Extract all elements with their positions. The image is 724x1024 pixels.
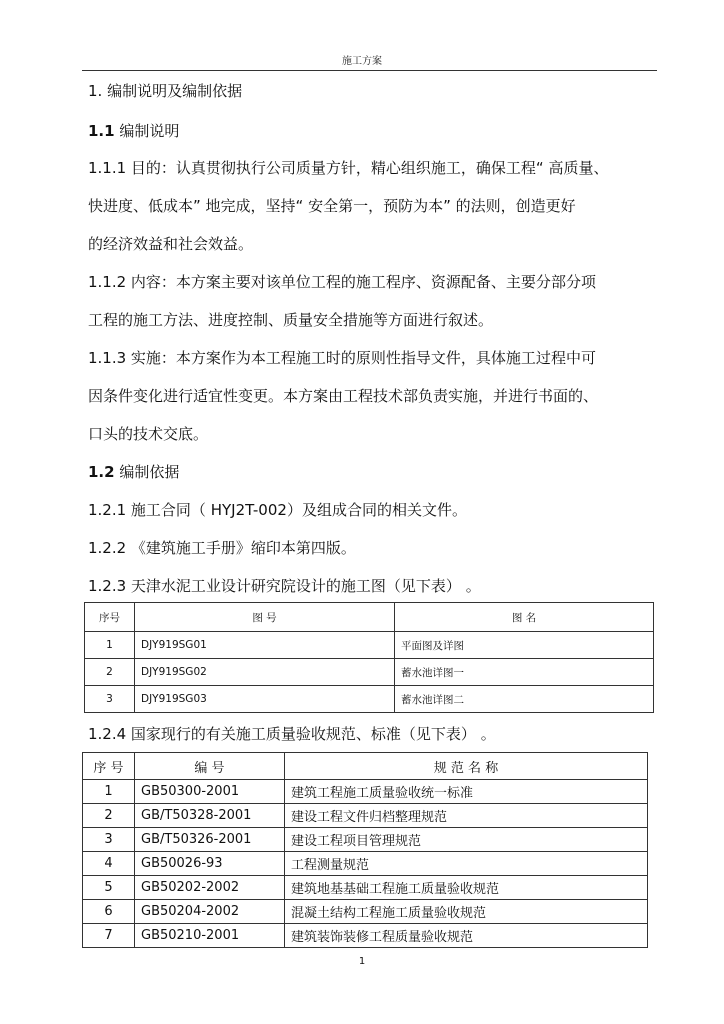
paragraph-1-1-2-line-2: 工程的施工方法、进度控制、质量安全措施等方面进行叙述。 xyxy=(88,311,494,329)
table-cell: 3 xyxy=(83,828,135,852)
table-cell: GB/T50326-2001 xyxy=(135,828,285,852)
page-header-title: 施工方案 xyxy=(342,56,382,67)
table-row xyxy=(83,804,648,828)
table-row xyxy=(85,659,654,686)
paragraph-1-1-3-line-3: 口头的技术交底。 xyxy=(88,425,209,443)
table-cell: 建设工程文件归档整理规范 xyxy=(285,804,648,828)
table-cell: 2 xyxy=(83,804,135,828)
table-cell: 蓄水池详图一 xyxy=(395,659,654,686)
header-divider xyxy=(82,70,657,71)
table-cell: DJY919SG03 xyxy=(135,686,395,713)
table-cell: GB50210-2001 xyxy=(135,924,285,948)
table-cell: GB50300-2001 xyxy=(135,780,285,804)
standards-table xyxy=(82,752,648,948)
paragraph-1-1-1-line-2: 快进度、低成本” 地完成，坚持“ 安全第一，预防为本” 的法则，创造更好 xyxy=(88,197,576,215)
header-cell: 图 名 xyxy=(395,603,654,632)
table-row xyxy=(85,686,654,713)
table-cell: DJY919SG02 xyxy=(135,659,395,686)
table-cell: GB50026-93 xyxy=(135,852,285,876)
paragraph-1-1-3-line-1: 1.1.3 实施：本方案作为本工程施工时的原则性指导文件，具体施工过程中可 xyxy=(88,349,596,367)
table-row xyxy=(83,852,648,876)
table-cell: GB50204-2002 xyxy=(135,900,285,924)
header-cell: 规 范 名 称 xyxy=(285,753,648,780)
table-cell: 建筑装饰装修工程质量验收规范 xyxy=(285,924,648,948)
table-cell: 混凝土结构工程施工质量验收规范 xyxy=(285,900,648,924)
table-cell: 建筑地基基础工程施工质量验收规范 xyxy=(285,876,648,900)
table-cell: 4 xyxy=(83,852,135,876)
table-cell: 6 xyxy=(83,900,135,924)
paragraph-1-1-2-line-1: 1.1.2 内容：本方案主要对该单位工程的施工程序、资源配备、主要分部分项 xyxy=(88,273,596,291)
table-row xyxy=(83,900,648,924)
section-heading-1: 1. 编制说明及编制依据 xyxy=(88,82,243,100)
table-row xyxy=(83,828,648,852)
heading-text: 编制说明 xyxy=(114,122,180,140)
table-cell: 7 xyxy=(83,924,135,948)
paragraph-1-1-1-line-3: 的经济效益和社会效益。 xyxy=(88,235,254,253)
table-cell: 1 xyxy=(85,632,135,659)
paragraph-1-2-2: 1.2.2 《建筑施工手册》缩印本第四版。 xyxy=(88,539,356,557)
heading-number: 1.1 xyxy=(88,122,115,140)
header-cell: 序 号 xyxy=(83,753,135,780)
table-cell: GB50202-2002 xyxy=(135,876,285,900)
drawings-table xyxy=(84,602,654,713)
section-heading-1-2 xyxy=(88,461,179,482)
table-cell: 工程测量规范 xyxy=(285,852,648,876)
heading-number: 1.2 xyxy=(88,463,115,481)
paragraph-1-2-1: 1.2.1 施工合同（ HYJ2T-002）及组成合同的相关文件。 xyxy=(88,501,467,519)
table-cell: 3 xyxy=(85,686,135,713)
header-cell: 序号 xyxy=(85,603,135,632)
table-cell: 2 xyxy=(85,659,135,686)
header-cell: 图 号 xyxy=(135,603,395,632)
table-cell: 蓄水池详图二 xyxy=(395,686,654,713)
table-cell: DJY919SG01 xyxy=(135,632,395,659)
paragraph-1-1-1-line-1: 1.1.1 目的：认真贯彻执行公司质量方针，精心组织施工，确保工程“ 高质量、 xyxy=(88,159,609,177)
table-cell: 建筑工程施工质量验收统一标准 xyxy=(285,780,648,804)
table-header-row xyxy=(85,603,654,632)
paragraph-1-2-4: 1.2.4 国家现行的有关施工质量验收规范、标准（见下表） 。 xyxy=(88,725,496,743)
table-cell: 平面图及详图 xyxy=(395,632,654,659)
table-row xyxy=(83,924,648,948)
table-row xyxy=(85,632,654,659)
table-cell: GB/T50328-2001 xyxy=(135,804,285,828)
table-header-row xyxy=(83,753,648,780)
header-cell: 编 号 xyxy=(135,753,285,780)
paragraph-1-1-3-line-2: 因条件变化进行适宜性变更。本方案由工程技术部负责实施，并进行书面的、 xyxy=(88,387,599,405)
page-number: 1 xyxy=(358,956,366,967)
heading-text: 编制依据 xyxy=(114,463,180,481)
table-cell: 1 xyxy=(83,780,135,804)
table-row xyxy=(83,876,648,900)
table-cell: 5 xyxy=(83,876,135,900)
section-heading-1-1 xyxy=(88,120,179,141)
table-row xyxy=(83,780,648,804)
paragraph-1-2-3: 1.2.3 天津水泥工业设计研究院设计的施工图（见下表） 。 xyxy=(88,577,481,595)
table-cell: 建设工程项目管理规范 xyxy=(285,828,648,852)
